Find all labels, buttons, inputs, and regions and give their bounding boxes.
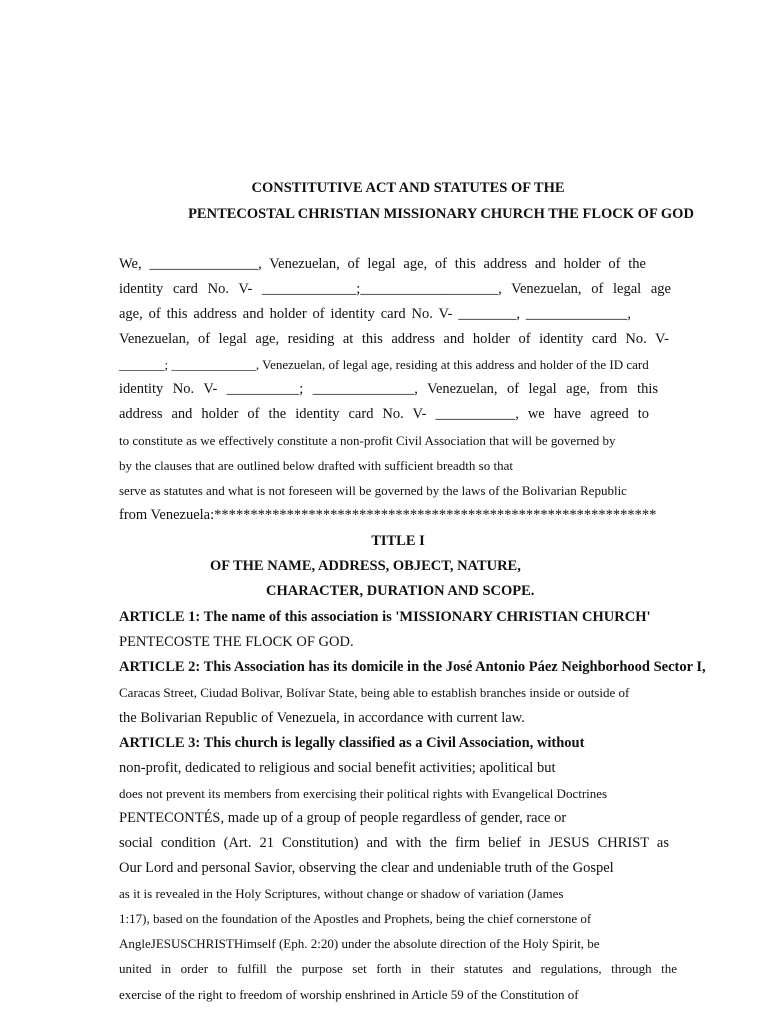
article-2-line-2: Caracas Street, Ciudad Bolivar, Bolívar State, being able to establish branches inside or outside of [119, 685, 630, 700]
intro-line-7: address and holder of the identity card No. V- ___________, we have agreed to [119, 406, 649, 422]
article-2-heading: ARTICLE 2: This Association has its domicile in the José Antonio Páez Neighborhood Sector I, [119, 659, 706, 675]
intro-line-4: Venezuelan, of legal age, residing at this address and holder of identity card No. V- [119, 331, 669, 347]
article-3-line-3: does not prevent its members from exercising their political rights with Evangelical Doctrines [119, 786, 608, 801]
article-3-line-2: non-profit, dedicated to religious and social benefit activities; apolitical but [119, 760, 556, 776]
article-3-line-4: PENTECONTÉS, made up of a group of people regardless of gender, race or [119, 810, 567, 826]
article-3-line-6: Our Lord and personal Savior, observing the clear and undeniable truth of the Gospel [119, 860, 614, 876]
document-title-line2: PENTECOSTAL CHRISTIAN MISSIONARY CHURCH THE FLOCK OF GOD [188, 206, 694, 222]
article-3-heading: ARTICLE 3: This church is legally classified as a Civil Association, without [119, 735, 585, 751]
article-3-line-5: social condition (Art. 21 Constitution) and with the firm belief in JESUS CHRIST as [119, 835, 669, 851]
intro-line-1: We, _______________, Venezuelan, of legal age, of this address and holder of the [119, 256, 646, 272]
document-title-line1: CONSTITUTIVE ACT AND STATUTES OF THE [251, 180, 565, 196]
article-1-heading: ARTICLE 1: The name of this association is 'MISSIONARY CHRISTIAN CHURCH' [119, 609, 651, 625]
intro-line-9: by the clauses that are outlined below drafted with sufficient breadth so that [119, 458, 513, 473]
intro-line-3: age, of this address and holder of identity card No. V- ________, ______________, [119, 306, 631, 322]
intro-line-6: identity No. V- __________; ______________, Venezuelan, of legal age, from this [119, 381, 658, 397]
intro-line-8: to constitute as we effectively constitute a non-profit Civil Association that will be governed by [119, 433, 616, 448]
article-3-line-8: 1:17), based on the foundation of the Apostles and Prophets, being the chief cornerstone of [119, 911, 592, 926]
article-3-line-10: united in order to fulfill the purpose set forth in their statutes and regulations, through the [119, 961, 677, 976]
intro-line-2: identity card No. V- _____________;___________________, Venezuelan, of legal age [119, 281, 671, 297]
article-3-line-7: as it is revealed in the Holy Scriptures, without change or shadow of variation (James [119, 886, 564, 901]
intro-line-11: from Venezuela:************************************************************* [119, 507, 657, 523]
intro-line-10: serve as statutes and what is not foreseen will be governed by the laws of the Bolivarian Republic [119, 483, 627, 498]
title-i-subheading-2: CHARACTER, DURATION AND SCOPE. [266, 583, 535, 599]
article-2-line-3: the Bolivarian Republic of Venezuela, in accordance with current law. [119, 710, 525, 726]
article-3-line-11: exercise of the right to freedom of worship enshrined in Article 59 of the Constitution of [119, 987, 579, 1002]
title-i-subheading-1: OF THE NAME, ADDRESS, OBJECT, NATURE, [210, 558, 521, 574]
article-3-line-9: AngleJESUSCHRISTHimself (Eph. 2:20) under the absolute direction of the Holy Spirit, be [119, 936, 600, 951]
intro-line-5: _______; _____________, Venezuelan, of legal age, residing at this address and holder of the ID card [119, 357, 649, 372]
article-1-text: PENTECOSTE THE FLOCK OF GOD. [119, 634, 354, 650]
title-i-heading: TITLE I [371, 533, 425, 549]
